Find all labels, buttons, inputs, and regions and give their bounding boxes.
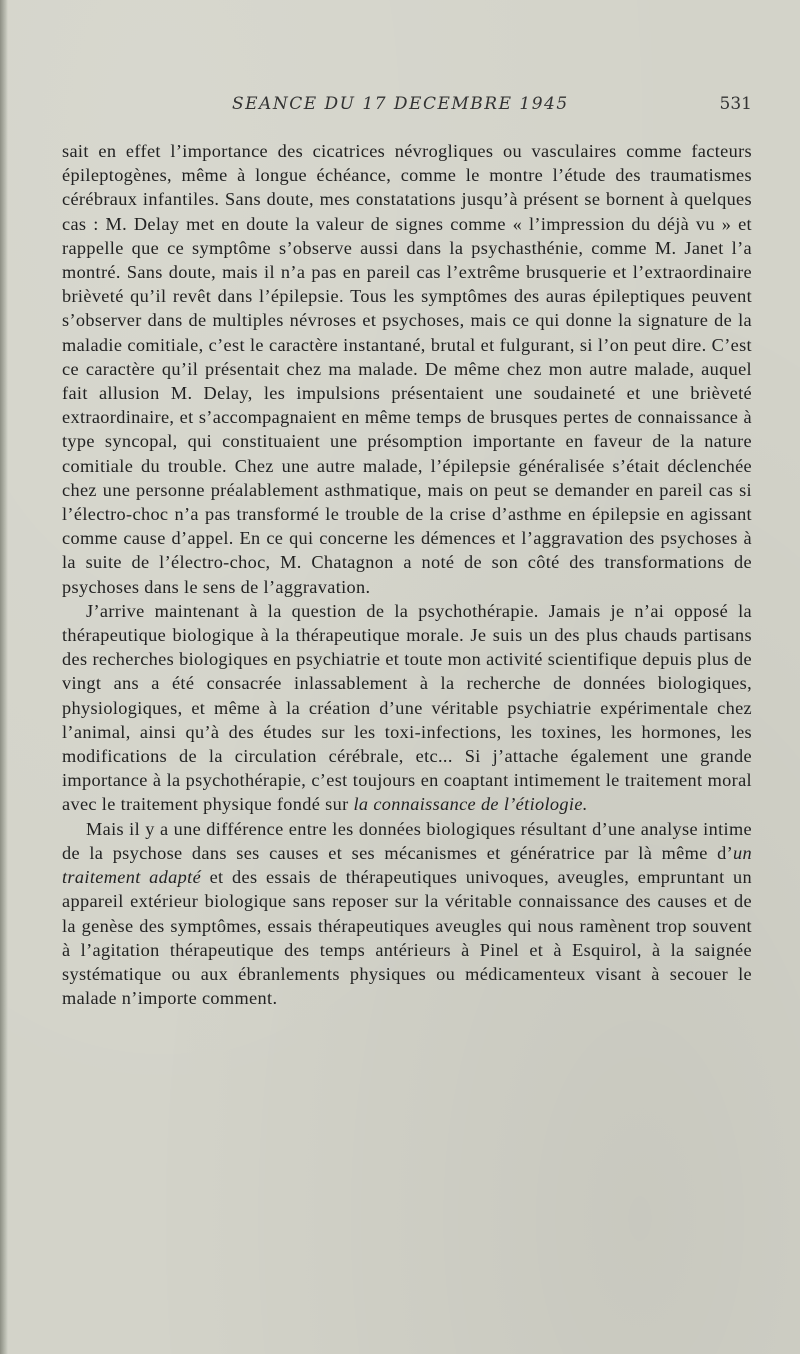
- paragraph-3-italic: un traitement adapté: [62, 842, 752, 888]
- body-text: [62, 139, 752, 1010]
- page-content: [62, 90, 752, 1010]
- paragraph-2-italic: la connaissance de l’étiologie.: [353, 794, 588, 815]
- paragraph-1: sait en effet l’importance des cicatrices névrogliques ou vasculaires comme facteurs épileptogènes, même à longue échéance, comme le montre l’étude des traumatismes cérébraux infantiles. Sans doute, mes constatations jusqu’à présent se bornent à quelques cas : M. Delay met en doute la valeur de signes comme « l’impression du déjà vu » et rappelle que ce symptôme s’observe aussi dans la psychasthénie, comme M. Janet l’a montré. Sans doute, mais il n’a pas en pareil cas l’extrême brusquerie et l’extraordinaire brièveté qu’il revêt dans l’épilepsie. Tous les symptômes des auras épileptiques peuvent s’observer dans de multiples névroses et psychoses, mais ce qui donne la signature de la maladie comitiale, c’est le caractère instantané, brutal et fulgurant, si l’on peut dire. C’est ce caractère qu’il présentait chez ma malade. De même chez mon autre malade, auquel fait allusion M. Delay, les impulsions présentaient une soudaineté et une brièveté extraordinaire, et s’accompagnaient en même temps de brusques pertes de connaissance à type syncopal, qui constituaient une présomption importante en faveur de la nature comitiale du trouble. Chez une autre malade, l’épilepsie généralisée s’était déclenchée chez une personne préalablement asthmatique, mais on peut se demander en pareil cas si l’électro-choc n’a pas transformé le trouble de la crise d’asthme en épilepsie en agissant comme cause d’appel. En ce qui concerne les démences et l’aggravation des psychoses à la suite de l’électro-choc, M. Chatagnon a noté de son côté des transformations de psychoses dans le sens de l’aggravation.: [62, 141, 752, 597]
- paragraph-3: [62, 817, 752, 1011]
- paragraph-2: [62, 599, 752, 817]
- page-edge-shadow: [0, 0, 8, 1354]
- paragraph-3-tail: et des essais de thérapeutiques univoques, aveugles, empruntant un appareil extérieur biologique sans reposer sur la véritable connaissance des causes et de la genèse des symptômes, essais thérapeutiques aveugles qui nous ramènent trop souvent à l’agitation thérapeutique des temps antérieurs à Pinel et à Esquirol, à la saignée systématique ou aux ébranlements physiques ou médicamenteux visant à secouer le malade n’importe comment.: [62, 867, 753, 1009]
- running-header: [62, 90, 752, 122]
- running-title: SEANCE DU 17 DECEMBRE 1945: [232, 94, 569, 114]
- page-number: 531: [719, 94, 752, 114]
- paragraph-3-text: Mais il y a une différence entre les données biologiques résultant d’une analyse intime de la psychose dans ses causes et ses mécanismes et génératrice par là même d’: [62, 818, 752, 863]
- paragraph-2-text: J’arrive maintenant à la question de la psychothérapie. Jamais je n’ai opposé la thérapeutique biologique à la thérapeutique morale. Je suis un des plus chauds partisans des recherches biologiques en psychiatrie et toute mon activité scientifique depuis plus de vingt ans a été consacrée inlassablement à la recherche de données biologiques, physiologiques, et même à la création d’une véritable psychiatrie expérimentale chez l’animal, ainsi qu’à des études sur les toxi-infections, les toxines, les hormones, les modifications de la circulation cérébrale, etc... Si j’attache également une grande importance à la psychothérapie, c’est toujours en coaptant intimement le traitement moral avec le traitement physique fondé sur: [62, 600, 752, 815]
